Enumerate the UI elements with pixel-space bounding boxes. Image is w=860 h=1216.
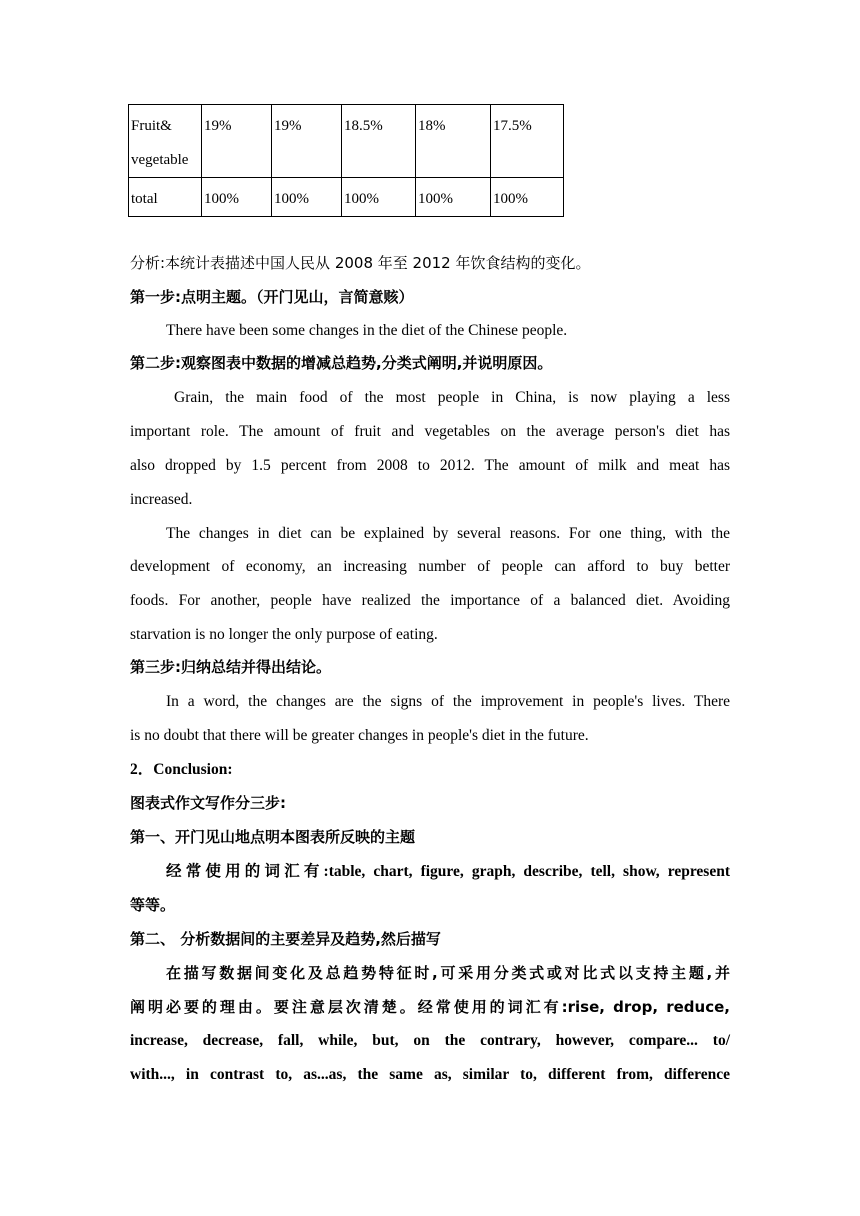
table-cell: 19% xyxy=(272,105,342,178)
paragraph-line: starvation is no longer the only purpose of eating. xyxy=(130,626,438,643)
paragraph-line: In a word, the changes are the signs of the improvement in people's lives. There xyxy=(166,693,730,710)
conclusion-line: with..., in contrast to, as...as, the same as, similar to, different from, difference xyxy=(130,1066,730,1083)
paragraph-line: The changes in diet can be explained by several reasons. For one thing, with the xyxy=(166,525,730,542)
conclusion-line: 第一、开门见山地点明本图表所反映的主题 xyxy=(130,828,416,846)
conclusion-line: 第二、 分析数据间的主要差异及趋势,然后描写 xyxy=(130,930,441,948)
paragraph-line: is no doubt that there will be greater changes in people's diet in the future. xyxy=(130,727,589,744)
conclusion-line: 等等。 xyxy=(130,896,176,914)
row-label-cell xyxy=(129,105,202,178)
table-cell: 18% xyxy=(416,105,491,178)
table-cell: 19% xyxy=(202,105,272,178)
paragraph-line: also dropped by 1.5 percent from 2008 to 2012. The amount of milk and meat has xyxy=(130,457,730,474)
conclusion-line: 图表式作文写作分三步: xyxy=(130,794,286,812)
step3-heading: 第三步:归纳总结并得出结论。 xyxy=(130,658,331,676)
paragraph-line: development of economy, an increasing number of people can afford to buy better xyxy=(130,558,730,575)
table-cell: 17.5% xyxy=(491,105,564,178)
paragraph-line: foods. For another, people have realized the importance of a balanced diet. Avoiding xyxy=(130,592,730,609)
table-cell: 100% xyxy=(491,178,564,217)
conclusion-line: 阐明必要的理由。要注意层次清楚。经常使用的词汇有:rise, drop, reduce, xyxy=(130,998,730,1016)
row-label-line1: Fruit& xyxy=(131,118,172,134)
conclusion-line: 在描写数据间变化及总趋势特征时,可采用分类式或对比式以支持主题,并 xyxy=(166,964,730,982)
table-cell: 100% xyxy=(202,178,272,217)
table-cell: 100% xyxy=(416,178,491,217)
table-row xyxy=(129,178,564,217)
table-cell: 100% xyxy=(342,178,416,217)
diet-data-table xyxy=(128,104,564,217)
paragraph-line: important role. The amount of fruit and vegetables on the average person's diet has xyxy=(130,423,730,440)
conclusion-line: 经常使用的词汇有:table, chart, figure, graph, describe, tell, show, represent xyxy=(166,863,730,880)
row-label-line2: vegetable xyxy=(131,152,189,168)
table-cell: 18.5% xyxy=(342,105,416,178)
step1-heading: 第一步:点明主题。（开门见山，言简意赅） xyxy=(130,288,414,306)
row-label-cell: total xyxy=(129,178,202,217)
table-cell: 100% xyxy=(272,178,342,217)
paragraph-line: Grain, the main food of the most people in China, is now playing a less xyxy=(174,389,730,406)
table-row xyxy=(129,105,564,178)
paragraph-line: increased. xyxy=(130,491,193,508)
conclusion-line: increase, decrease, fall, while, but, on the contrary, however, compare... to/ xyxy=(130,1032,730,1049)
step2-heading: 第二步:观察图表中数据的增减总趋势,分类式阐明,并说明原因。 xyxy=(130,354,553,372)
step1-text: There have been some changes in the diet of the Chinese people. xyxy=(166,322,568,339)
conclusion-heading: 2．Conclusion: xyxy=(130,761,233,778)
analysis-line: 分析:本统计表描述中国人民从 2008 年至 2012 年饮食结构的变化。 xyxy=(130,254,591,272)
